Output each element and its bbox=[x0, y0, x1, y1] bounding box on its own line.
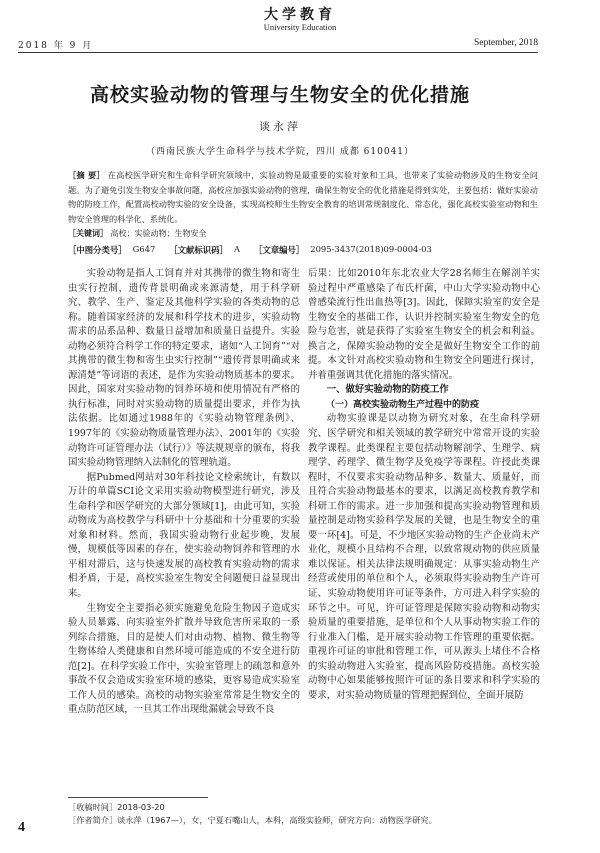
abstract-text: 在高校医学研究和生命科学研究领域中，实验动物是最重要的实验对象和工具，也带来了实验动物涉及的生物安全问题。为了避免引发生物安全事故问题，高校应加强实验动物的管理，确保生物安全的优化措施是得到实处，主要包括：做好实验动物的防疫工作，配置高校动物实验的安全设备，实现高校师生生物安全教育的培训常规制度化、常态化，强化高校实验室动物和生物安全管理的科学化、系统化。 bbox=[68, 170, 538, 224]
article-meta bbox=[68, 244, 548, 256]
body-paragraph: 实验动物是指人工饲育并对其携带的微生物和寄生虫实行控制，遗传背景明确或来源清楚，用于科学研究、教学、生产、鉴定及其他科学实验的各类动物的总称。随着国家经济的发展和科学技术的进步，实验动物需求的品系品种、数量日益增加和质量日益提升。实验动物必须符合科学工作的特定要求，诸如“人工饲育”“对其携带的微生物和寄生虫实行控制”“遗传背景明确或来源清楚”等词语的表述，是作为实验动物质基本的要求。因此，国家对实验动物的饲养环境和使用情况有严格的执行标准，同时对实验动物的质量提出要求，并作为执法依据。比如通过1988年的《实验动物管理条例》、1997年的《实验动物质量管理办法》、2001年的《实验动物许可证管理办法（试行）》等法规规章的颁布，将我国实验动物管理纳入法制化的管理轨道。 bbox=[68, 268, 300, 469]
body-paragraph: 生物安全主要指必须实施避免危险生物因子造成实验人员暴露、向实验室外扩散并导致危害所采取的一系列综合措施，目的是使人们对由动物、植物、微生物等生物体给人类健康和自然环境可能造成的不安全进行防范[2]。在科学实验工作中，实验室管理上的疏忽和意外事故不仅会造成实验室环境的感染，更容易造成实验室工作人员的感染。高校的动物实验室常常是生物安全的重点防范区域，一旦其工作出现纰漏就会导致不良 bbox=[68, 602, 300, 716]
abstract-label: ［摘 要］ bbox=[68, 170, 105, 180]
article-title: 高校实验动物的管理与生物安全的优化措施 bbox=[89, 84, 470, 106]
doc-code-value: A bbox=[233, 244, 240, 254]
clc-label: ［中图分类号］ bbox=[68, 245, 127, 255]
body-paragraph-continued: 后果：比如2010年东北农业大学28名师生在解剖羊实验过程中严重感染了布氏杆菌，中山大学实验动物中心曾感染流行性出血热等[3]。因此，保障实验室的安全是生物安全的基础工作，认识并控制实验室生物安全的危险与危害，就是获得了实验室生物安全的机会和利益。换言之，保障实验动物的安全是做好生物安全工作的前提。本文针对高校实验动物和生物安全问题进行探讨，并着重强调其优化措施的落实情况。 bbox=[308, 268, 540, 381]
page-number: 4 bbox=[18, 820, 25, 835]
keywords-text: 高校；实验动物；生物安全 bbox=[110, 229, 207, 238]
clc-value: G647 bbox=[132, 244, 156, 254]
journal-logo-en: University Education bbox=[263, 22, 337, 32]
journal-logo-cn: 大学教育 bbox=[264, 7, 336, 23]
subsection-heading: （一）高校实验动物生产过程中的防疫 bbox=[326, 399, 480, 410]
footnote-received: ［收稿时间］2018-03-20 bbox=[68, 802, 165, 812]
author-affiliation: （西南民族大学生命科学与技术学院，四川 成都 610041） bbox=[145, 147, 415, 157]
issue-date-en: September, 2018 bbox=[474, 38, 538, 48]
doc-code-label: ［文献标识码］ bbox=[169, 245, 228, 255]
keywords-label: ［关键词］ bbox=[68, 228, 108, 238]
section-heading: 一、做好实验动物的防疫工作 bbox=[326, 384, 449, 396]
header-rule bbox=[18, 52, 538, 53]
body-right-column bbox=[308, 267, 540, 703]
keywords bbox=[68, 228, 538, 239]
body-paragraph: 据Pubmed网站对30年科技论文检索统计，有数以万计的单篇SCI论文采用实验动物模型进行研究，涉及生命科学和医学研究的大部分领域[1]，由此可知，实验动物成为高校教学与科研中十分基础和十分重要的实验对象和材料。然而，我国实验动物行业起步晚，发展慢，规模低等因素的存在，使实验动物饲养和管理的水平相对滞后，这与快速发展的高校教育实验动物的需求相矛盾，于是，高校实验室生物安全问题便日益显现出来。 bbox=[68, 471, 300, 600]
article-id-label: ［文章编号］ bbox=[254, 245, 305, 255]
body-left-column bbox=[68, 267, 300, 718]
footnote-rule bbox=[68, 797, 208, 798]
footnote-author-bio: ［作者简介］谈永萍（1967—），女，宁夏石嘴山人，本科，高级实验师，研究方向：动物医学研究。 bbox=[68, 815, 437, 825]
issue-date-cn: 2018 年 9 月 bbox=[18, 41, 94, 51]
body-paragraph: 动物实验课是以动物为研究对象，在生命科学研究、医学研究和相关领域的教学研究中常常开设的实验教学课程。此类课程主要包括动物解剖学、生理学、病理学、药理学、微生物学及免疫学等课程。许授此类课程时，不仅要求实验动物品种多、数量大、质量好，而且符合实验动物最基本的要求，以满足高校教育教学和科研工作的需求。进一步加强和提高实验动物管理和质量控制是动物实验科学发展的关键，也是生物安全的重要一环[4]。可是，不少地区实验动物的生产企业尚未产业化，规模小且结构不合理，以致常规动物的供应质量难以保证。相关法律法规明确规定：从事实验动物生产经营或使用的单位和个人，必须取得实验动物生产许可证、实验动物使用许可证等条件，方可进入科学实验的环节之中。可见，许可证管理是保障实验动物和动物实验质量的重要措施，是单位和个人从事动物实验工作的行业准入门槛，是开展实验动物工作管理的重要依据。重视许可证的审批和管理工作，可从源头上堵住不合格的实验动物进入实验室，提高风险防疫措施。高校实验动物中心如果能够按照许可证的条目要求和科学实验的要求，对实验动物质量的管理把握到位，全面开展防 bbox=[308, 413, 540, 701]
article-id-value: 2095-3437(2018)09-0004-03 bbox=[310, 244, 432, 254]
article-author: 谈永萍 bbox=[259, 120, 301, 133]
abstract bbox=[68, 168, 538, 226]
